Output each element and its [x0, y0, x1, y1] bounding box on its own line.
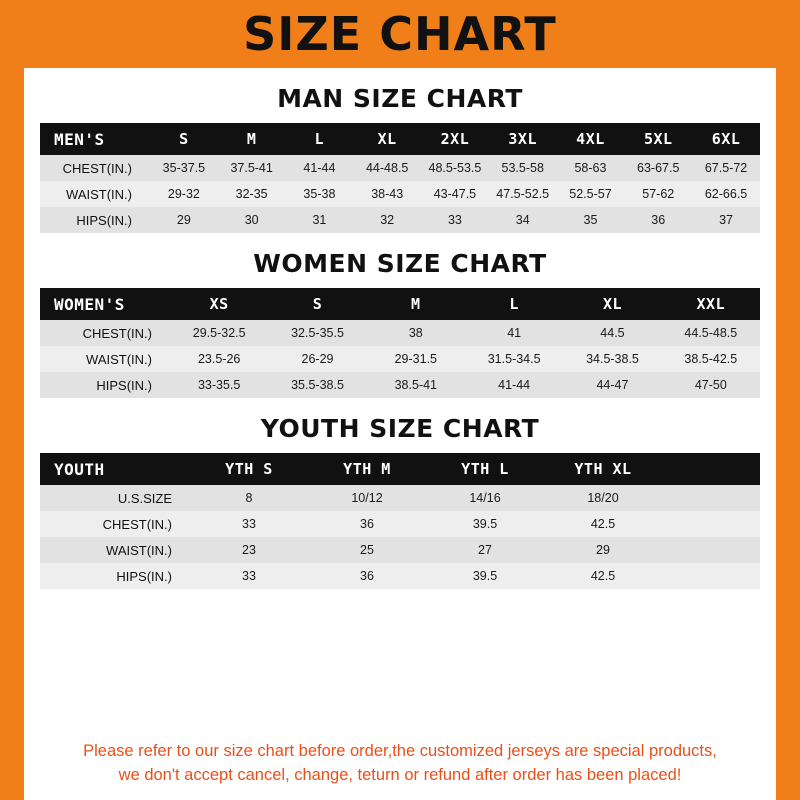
column-header: XL — [563, 288, 661, 320]
table-row — [40, 563, 760, 589]
table-header-row — [40, 288, 760, 320]
cell: 34 — [489, 207, 557, 233]
cell: 39.5 — [426, 511, 544, 537]
cell: 34.5-38.5 — [563, 346, 661, 372]
youth-header-label: YOUTH — [40, 453, 190, 485]
row-label: HIPS(IN.) — [40, 372, 170, 398]
row-label: WAIST(IN.) — [40, 346, 170, 372]
cell: 37.5-41 — [218, 155, 286, 181]
page-title: SIZE CHART — [243, 7, 557, 61]
cell: 23.5-26 — [170, 346, 268, 372]
cell: 38-43 — [353, 181, 421, 207]
row-label: HIPS(IN.) — [40, 207, 150, 233]
footer-note — [24, 732, 776, 800]
table-row — [40, 372, 760, 398]
cell: 36 — [308, 511, 426, 537]
cell-spacer — [662, 563, 760, 589]
cell: 39.5 — [426, 563, 544, 589]
column-header: YTH M — [308, 453, 426, 485]
cell: 43-47.5 — [421, 181, 489, 207]
cell: 41 — [465, 320, 563, 346]
table-row — [40, 537, 760, 563]
cell: 41-44 — [286, 155, 354, 181]
cell: 32.5-35.5 — [268, 320, 366, 346]
cell: 38 — [367, 320, 465, 346]
column-header: XXL — [662, 288, 760, 320]
cell: 38.5-42.5 — [662, 346, 760, 372]
cell: 27 — [426, 537, 544, 563]
column-header: L — [286, 123, 354, 155]
header-band — [0, 0, 800, 68]
cell: 29-31.5 — [367, 346, 465, 372]
cell: 53.5-58 — [489, 155, 557, 181]
row-label: U.S.SIZE — [40, 485, 190, 511]
table-row — [40, 485, 760, 511]
cell: 32 — [353, 207, 421, 233]
column-header: S — [268, 288, 366, 320]
cell: 47-50 — [662, 372, 760, 398]
cell: 25 — [308, 537, 426, 563]
column-header: 2XL — [421, 123, 489, 155]
cell: 42.5 — [544, 511, 662, 537]
cell: 35-38 — [286, 181, 354, 207]
cell: 31 — [286, 207, 354, 233]
right-orange-bar — [776, 0, 800, 800]
column-header: 4XL — [557, 123, 625, 155]
cell: 29 — [150, 207, 218, 233]
content-area — [24, 68, 776, 800]
section-title-man: MAN SIZE CHART — [277, 84, 523, 113]
cell: 47.5-52.5 — [489, 181, 557, 207]
column-header: M — [367, 288, 465, 320]
section-man — [24, 68, 776, 233]
section-women — [24, 233, 776, 398]
section-youth — [24, 398, 776, 589]
column-header: XS — [170, 288, 268, 320]
cell: 31.5-34.5 — [465, 346, 563, 372]
cell: 23 — [190, 537, 308, 563]
cell: 32-35 — [218, 181, 286, 207]
cell: 63-67.5 — [624, 155, 692, 181]
table-row — [40, 346, 760, 372]
cell: 30 — [218, 207, 286, 233]
table-row — [40, 207, 760, 233]
column-header: 6XL — [692, 123, 760, 155]
row-label: CHEST(IN.) — [40, 155, 150, 181]
section-title-youth: YOUTH SIZE CHART — [260, 414, 540, 443]
table-header-row — [40, 453, 760, 485]
footer-line-1: Please refer to our size chart before order,the customized jerseys are special products, — [83, 742, 717, 761]
table-row — [40, 155, 760, 181]
cell: 35.5-38.5 — [268, 372, 366, 398]
table-row — [40, 320, 760, 346]
row-label: CHEST(IN.) — [40, 511, 190, 537]
column-header: YTH L — [426, 453, 544, 485]
row-label: CHEST(IN.) — [40, 320, 170, 346]
women-size-table — [40, 288, 760, 398]
cell: 58-63 — [557, 155, 625, 181]
cell: 42.5 — [544, 563, 662, 589]
cell: 37 — [692, 207, 760, 233]
row-label: HIPS(IN.) — [40, 563, 190, 589]
column-header: L — [465, 288, 563, 320]
cell: 62-66.5 — [692, 181, 760, 207]
cell: 44.5 — [563, 320, 661, 346]
column-header: 3XL — [489, 123, 557, 155]
cell: 29.5-32.5 — [170, 320, 268, 346]
cell: 38.5-41 — [367, 372, 465, 398]
cell: 33 — [421, 207, 489, 233]
cell: 44-47 — [563, 372, 661, 398]
cell: 57-62 — [624, 181, 692, 207]
cell: 52.5-57 — [557, 181, 625, 207]
left-orange-bar — [0, 0, 24, 800]
cell: 36 — [308, 563, 426, 589]
cell: 26-29 — [268, 346, 366, 372]
cell: 33-35.5 — [170, 372, 268, 398]
cell: 67.5-72 — [692, 155, 760, 181]
column-header: XL — [353, 123, 421, 155]
cell: 33 — [190, 563, 308, 589]
cell: 29-32 — [150, 181, 218, 207]
men-header-label: MEN'S — [40, 123, 150, 155]
cell: 8 — [190, 485, 308, 511]
women-header-label: WOMEN'S — [40, 288, 170, 320]
cell: 33 — [190, 511, 308, 537]
cell: 35 — [557, 207, 625, 233]
section-title-women: WOMEN SIZE CHART — [253, 249, 547, 278]
row-label: WAIST(IN.) — [40, 181, 150, 207]
row-label: WAIST(IN.) — [40, 537, 190, 563]
cell-spacer — [662, 537, 760, 563]
cell: 36 — [624, 207, 692, 233]
table-row — [40, 181, 760, 207]
column-header: 5XL — [624, 123, 692, 155]
column-header: M — [218, 123, 286, 155]
man-size-table — [40, 123, 760, 233]
cell: 44.5-48.5 — [662, 320, 760, 346]
column-header: S — [150, 123, 218, 155]
table-row — [40, 511, 760, 537]
footer-line-2: we don't accept cancel, change, teturn or refund after order has been placed! — [118, 766, 682, 785]
cell-spacer — [662, 485, 760, 511]
cell: 35-37.5 — [150, 155, 218, 181]
cell: 44-48.5 — [353, 155, 421, 181]
cell: 18/20 — [544, 485, 662, 511]
cell-spacer — [662, 511, 760, 537]
column-header: YTH XL — [544, 453, 662, 485]
cell: 29 — [544, 537, 662, 563]
cell: 14/16 — [426, 485, 544, 511]
column-header: YTH S — [190, 453, 308, 485]
youth-size-table — [40, 453, 760, 589]
cell: 48.5-53.5 — [421, 155, 489, 181]
cell: 41-44 — [465, 372, 563, 398]
column-header-spacer — [662, 453, 760, 485]
table-header-row — [40, 123, 760, 155]
cell: 10/12 — [308, 485, 426, 511]
